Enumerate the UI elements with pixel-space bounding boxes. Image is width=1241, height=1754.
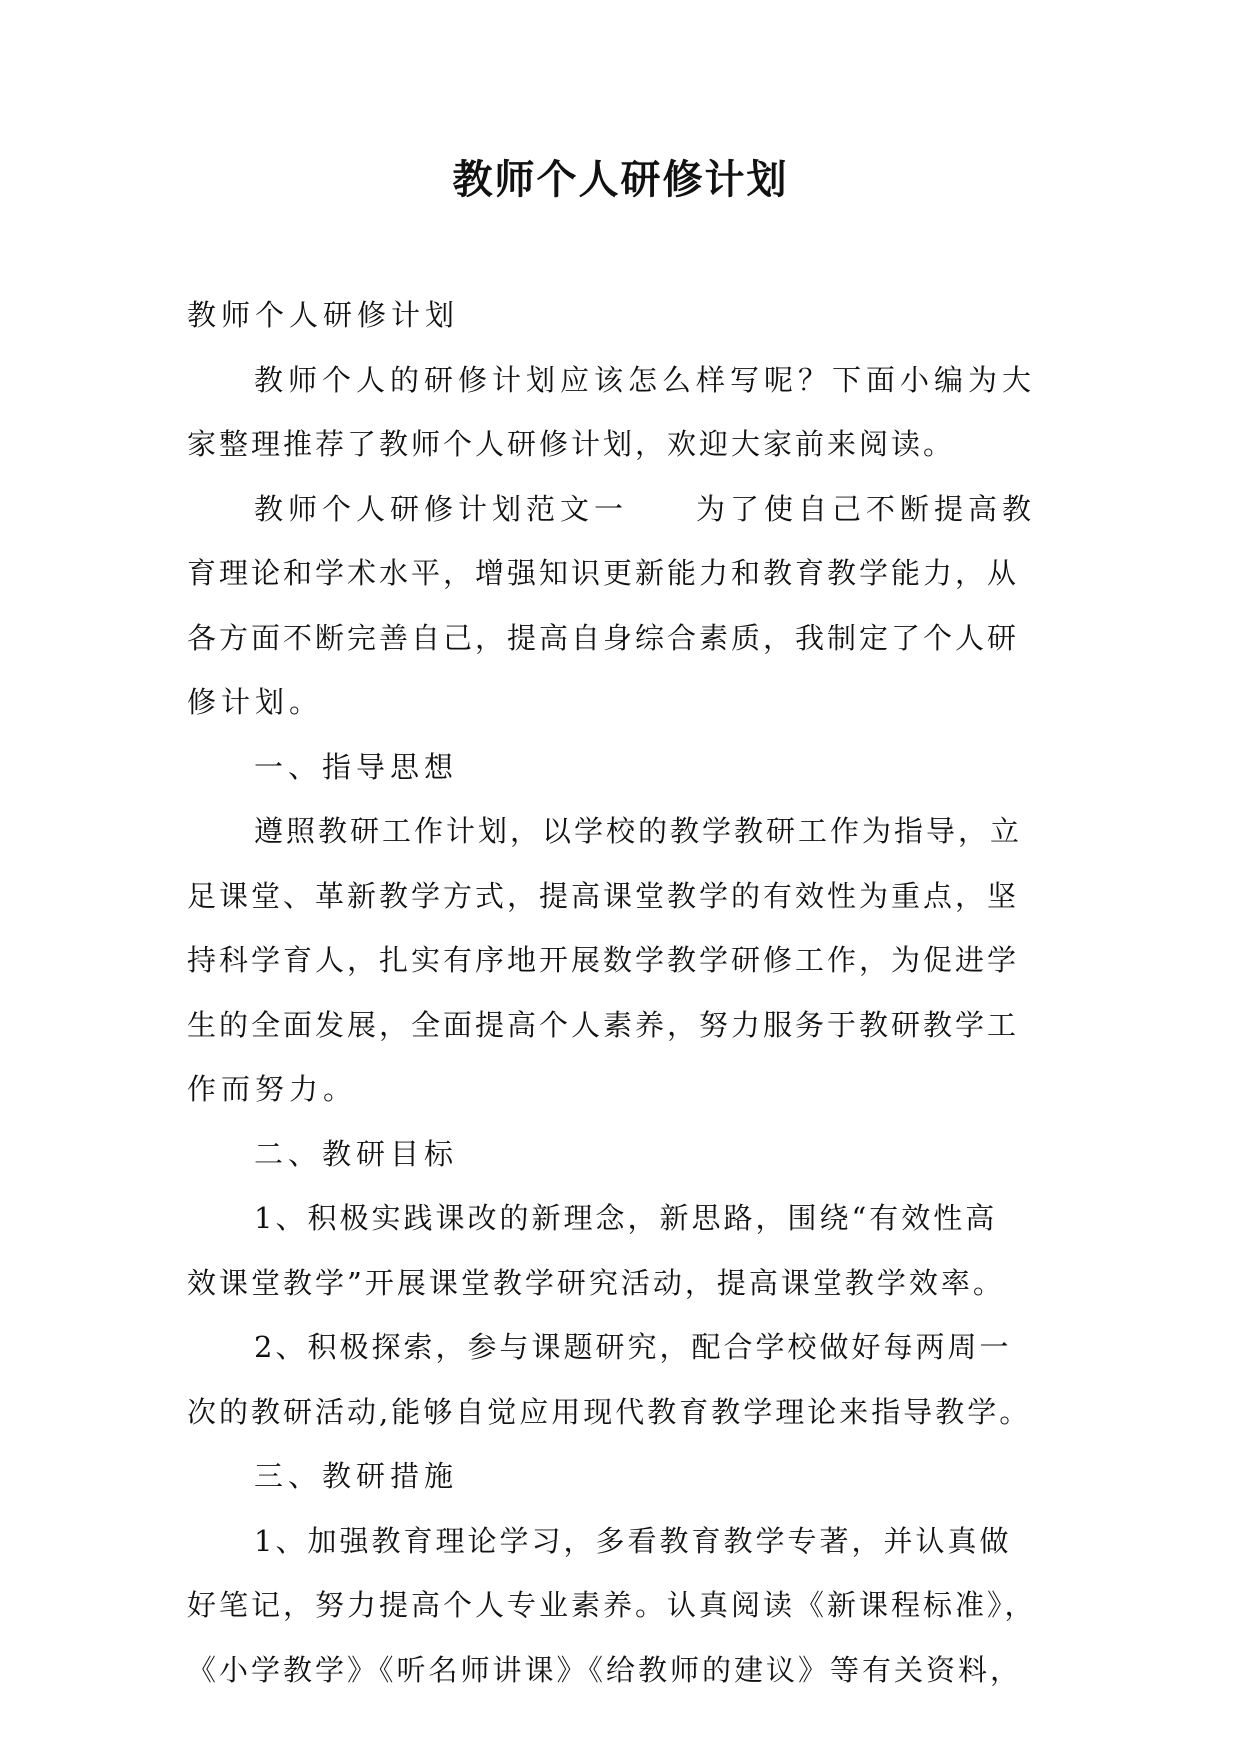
body-line-heading: 教师个人研修计划 [187, 298, 460, 332]
body-line: 修计划。 [187, 685, 324, 719]
body-line: 次的教研活动,能够自觉应用现代教育教学理论来指导教学。 [187, 1394, 1032, 1429]
body-line: 1、积极实践课改的新理念，新思路，围绕“有效性高 [254, 1201, 998, 1235]
body-line: 足课堂、革新教学方式，提高课堂教学的有效性为重点，坚 [187, 878, 1020, 913]
body-line: 《小学教学》《听名师讲课》《给教师的建议》等有关资料， [187, 1652, 1023, 1687]
body-line: 教师个人研修计划范文一 为了使自己不断提高教 [254, 491, 1037, 526]
body-line: 遵照教研工作计划，以学校的教学教研工作为指导，立 [254, 814, 1023, 848]
body-line: 持科学育人，扎实有序地开展数学教学研修工作，为促进学 [187, 943, 1020, 977]
body-line: 好笔记，努力提高个人专业素养。认真阅读《新课程标准》， [187, 1588, 1037, 1622]
body-line: 作而努力。 [187, 1072, 358, 1106]
body-line: 家整理推荐了教师个人研修计划，欢迎大家前来阅读。 [187, 427, 956, 461]
body-line: 1、加强教育理论学习，多看教育教学专著，并认真做 [254, 1523, 1012, 1558]
body-line: 2、积极探索，参与课题研究，配合学校做好每两周一 [254, 1330, 1012, 1364]
section-heading: 一、指导思想 [254, 749, 459, 784]
document-body [187, 283, 1067, 1702]
body-line: 各方面不断完善自己，提高自身综合素质，我制定了个人研 [187, 620, 1020, 655]
body-line: 教师个人的研修计划应该怎么样写呢？下面小编为大 [254, 362, 1037, 397]
body-line: 效课堂教学”开展课堂教学研究活动，提高课堂教学效率。 [187, 1265, 1005, 1300]
document-title: 教师个人研修计划 [452, 157, 789, 203]
body-line: 育理论和学术水平，增强知识更新能力和教育教学能力，从 [187, 556, 1020, 590]
section-heading: 二、教研目标 [254, 1136, 459, 1171]
body-line: 生的全面发展，全面提高个人素养，努力服务于教研教学工 [187, 1007, 1020, 1042]
section-heading: 三、教研措施 [254, 1459, 459, 1493]
